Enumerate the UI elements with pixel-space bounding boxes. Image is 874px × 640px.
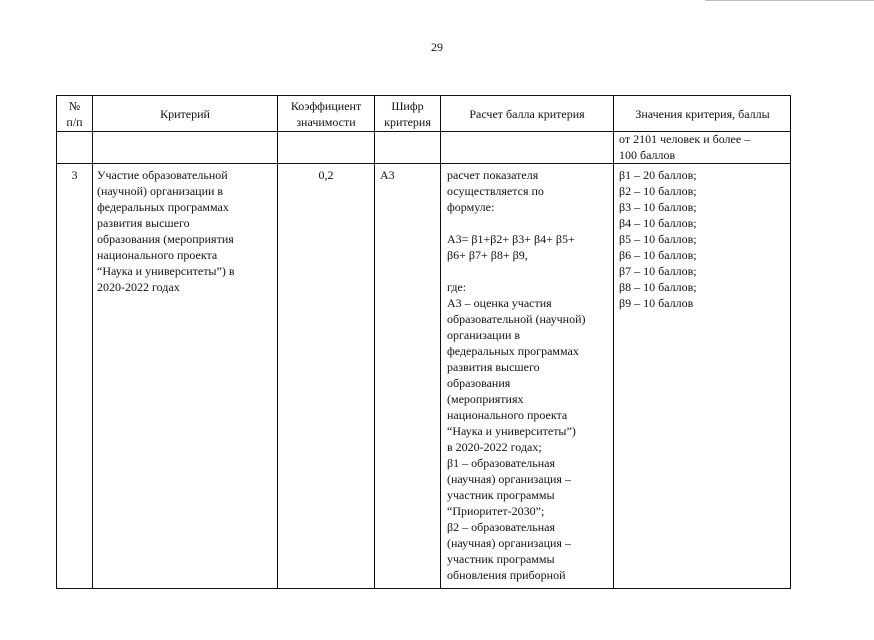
text-line: β2 – образовательная bbox=[447, 520, 556, 534]
text-line: формуле: bbox=[447, 200, 495, 214]
text-line: от 2101 человек и более – bbox=[619, 132, 751, 146]
text-line: А3 – оценка участия bbox=[447, 296, 552, 310]
row-number: 3 bbox=[71, 168, 78, 182]
text-line: п/п bbox=[66, 114, 83, 129]
text-line: “Приоритет-2030”; bbox=[447, 504, 545, 518]
header-number bbox=[57, 96, 92, 131]
text-line: β1 – образовательная bbox=[447, 456, 556, 470]
text-line: β4 – 10 баллов; bbox=[619, 216, 697, 230]
text-line: 2020-2022 годах bbox=[97, 280, 180, 294]
text-line: обновления приборной bbox=[447, 568, 566, 582]
text-line: где: bbox=[447, 280, 467, 294]
text-line: Значения критерия, баллы bbox=[635, 106, 770, 121]
header-calculation bbox=[441, 96, 613, 131]
header-values bbox=[614, 96, 791, 131]
top-edge-line bbox=[705, 0, 874, 1]
text-line: образования bbox=[447, 376, 511, 390]
text-line: образования (мероприятия bbox=[97, 232, 234, 246]
row-criterion bbox=[97, 167, 275, 295]
row-values bbox=[619, 167, 789, 311]
text-line: “Наука и университеты”) в bbox=[97, 264, 235, 278]
text-line: значимости bbox=[296, 114, 356, 129]
criteria-table bbox=[56, 95, 791, 589]
text-line: Расчет балла критерия bbox=[469, 106, 585, 121]
text-line: Участие образовательной bbox=[97, 168, 228, 182]
column-divider bbox=[374, 96, 375, 588]
text-line: организации в bbox=[447, 328, 521, 342]
text-line: № bbox=[68, 98, 81, 113]
text-line: федеральных программах bbox=[447, 344, 579, 358]
text-line: участник программы bbox=[447, 552, 555, 566]
header-criterion bbox=[93, 96, 277, 131]
text-line: “Наука и университеты”) bbox=[447, 424, 576, 438]
header-code bbox=[375, 96, 440, 131]
text-line: Шифр bbox=[391, 98, 424, 113]
text-line: β6+ β7+ β8+ β9, bbox=[447, 248, 528, 262]
text-line: β9 – 10 баллов bbox=[619, 296, 694, 310]
header-criterion-text bbox=[160, 106, 210, 122]
header-values-text bbox=[635, 106, 769, 122]
blank-line bbox=[447, 215, 611, 231]
row-coefficient: 0,2 bbox=[318, 168, 334, 182]
text-line: β2 – 10 баллов; bbox=[619, 184, 697, 198]
blank-line bbox=[447, 263, 611, 279]
text-line: β3 – 10 баллов; bbox=[619, 200, 697, 214]
column-divider bbox=[613, 96, 614, 588]
header-coefficient bbox=[278, 96, 374, 131]
text-line: критерия bbox=[384, 114, 431, 129]
text-line: Критерий bbox=[160, 106, 210, 121]
text-line: (научная) организация – bbox=[447, 472, 571, 486]
text-line: национального проекта bbox=[97, 248, 218, 262]
text-line: β7 – 10 баллов; bbox=[619, 264, 697, 278]
text-line: 100 баллов bbox=[619, 148, 676, 162]
text-line: образовательной (научной) bbox=[447, 312, 586, 326]
text-line: (научная) организация – bbox=[447, 536, 571, 550]
text-line: федеральных программах bbox=[97, 200, 229, 214]
text-line: β1 – 20 баллов; bbox=[619, 168, 697, 182]
text-line: (научной) организации в bbox=[97, 184, 224, 198]
text-line: расчет показателя bbox=[447, 168, 539, 182]
page-number: 29 bbox=[431, 40, 443, 54]
text-line: β6 – 10 баллов; bbox=[619, 248, 697, 262]
text-line: развития высшего bbox=[97, 216, 190, 230]
column-divider bbox=[92, 96, 93, 588]
column-divider bbox=[440, 96, 441, 588]
header-calculation-text bbox=[469, 106, 584, 122]
text-line: β5 – 10 баллов; bbox=[619, 232, 697, 246]
text-line: (мероприятиях bbox=[447, 392, 524, 406]
row-calculation bbox=[447, 167, 611, 583]
continuation-values bbox=[619, 131, 789, 163]
row-divider bbox=[57, 163, 790, 164]
text-line: А3= β1+β2+ β3+ β4+ β5+ bbox=[447, 232, 575, 246]
text-line: в 2020-2022 годах; bbox=[447, 440, 542, 454]
text-line: осуществляется по bbox=[447, 184, 544, 198]
header-code-text bbox=[384, 98, 431, 130]
text-line: участник программы bbox=[447, 488, 555, 502]
row-code: А3 bbox=[380, 168, 395, 182]
header-number-text bbox=[66, 98, 82, 130]
text-line: Коэффициент bbox=[290, 98, 362, 113]
text-line: развития высшего bbox=[447, 360, 540, 374]
text-line: β8 – 10 баллов; bbox=[619, 280, 697, 294]
header-coefficient-text bbox=[291, 98, 361, 130]
text-line: национального проекта bbox=[447, 408, 568, 422]
